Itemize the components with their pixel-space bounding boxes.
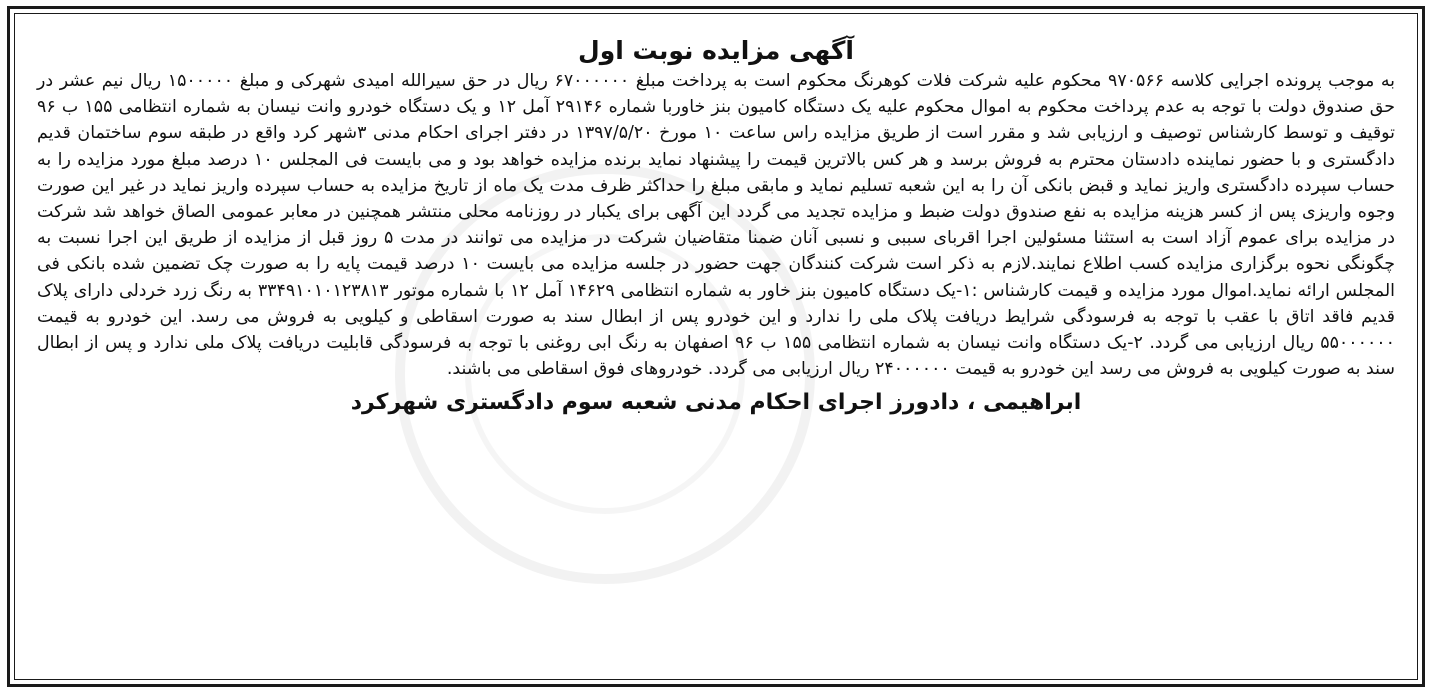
notice-title: آگهی مزایده نوبت اول <box>578 36 854 65</box>
notice-body: به موجب پرونده اجرایی کلاسه ۹۷۰۵۶۶ محکوم علیه شرکت فلات کوهرنگ محکوم است به پرداخت مبلغ ۶۷۰۰۰۰۰۰ ریال در حق سیرالله امیدی شهرکی و مبلغ ۱۵۰۰۰۰۰ ریال نیم عشر در حق صندوق دولت با توجه به عدم پرداخت محکوم به اموال محکوم علیه یک دستگاه کامیون بنز خاوربا شماره ۲۹۱۴۶ آمل ۱۲ و یک دستگاه خودرو وانت نیسان به شماره انتظامی ۱۵۵ ب ۹۶ توقیف و توسط کارشناس توصیف و ارزیابی شد و مقرر است از طریق مزایده راس ساعت ۱۰ مورخ ۱۳۹۷/۵/۲۰ در دفتر اجرای احکام مدنی ۳شهر کرد واقع در طبقه سوم ساختمان قدیم دادگستری و با حضور نماینده دادستان محترم به فروش برسد و هر کس بالاترین قیمت را پیشنهاد نماید برنده مزایده خواهد بود و می بایست فی المجلس ۱۰ درصد مبلغ مورد مزایده را به حساب سپرده دادگستری واریز نماید و قبض بانکی آن را به این شعبه تسلیم نماید و مابقی مبلغ را حداکثر ظرف مدت یک ماه از تاریخ مزایده به حساب سپرده واریز نماید در غیر این صورت وجوه واریزی پس از کسر هزینه مزایده به نفع صندوق دولت ضبط و مزایده تجدید می گردد این آگهی برای یکبار در روزنامه محلی منتشر همچنین در معابر عمومی الصاق خواهد شد شرکت در مزایده برای عموم آزاد است به استثنا مسئولین اجرا اقربای سببی و نسبی آنان ضمنا متقاضیان شرکت در مزایده می توانند در مدت ۵ روز قبل از مزایده از طریق این اجرا نسبت به چگونگی نحوه برگزاری مزایده کسب اطلاع نمایند.لازم به ذکر است شرکت کنندگان جهت حضور در جلسه مزایده می بایست ۱۰ درصد قیمت پایه را به صورت چک تضمین شده بانکی فی المجلس ارائه نماید.اموال مورد مزایده و قیمت کارشناس :۱-یک دستگاه کامیون بنز خاور به شماره انتظامی ۱۴۶۲۹ آمل ۱۲ با شماره موتور ۳۳۴۹۱۰۱۰۱۲۳۸۱۳ به رنگ زرد خردلی دارای پلاک قدیم فاقد اتاق با عقب با توجه به فرسودگی شرایط دریافت پلاک ملی را ندارد و این خودرو پس از ابطال سند به صورت اسقاطی و کیلویی به فروش می رسد. این خودرو به قیمت ۵۵۰۰۰۰۰۰ ریال ارزیابی می گردد. ۲-یک دستگاه وانت نیسان به شماره انتظامی ۱۵۵ ب ۹۶ اصفهان به رنگ ابی روغنی با توجه به فرسودگی قابلیت دریافت پلاک ملی ندارد و پس از ابطال سند به صورت کیلویی به فروش می رسد این خودرو به قیمت ۲۴۰۰۰۰۰۰ ریال ارزیابی می گردد. خودروهای فوق اسقاطی می باشند. <box>37 71 1395 380</box>
notice-signature: ابراهیمی ، دادورز اجرای احکام مدنی شعبه سوم دادگستری شهرکرد <box>350 390 1082 416</box>
notice-frame <box>7 6 1425 687</box>
notice-content <box>14 13 1418 680</box>
